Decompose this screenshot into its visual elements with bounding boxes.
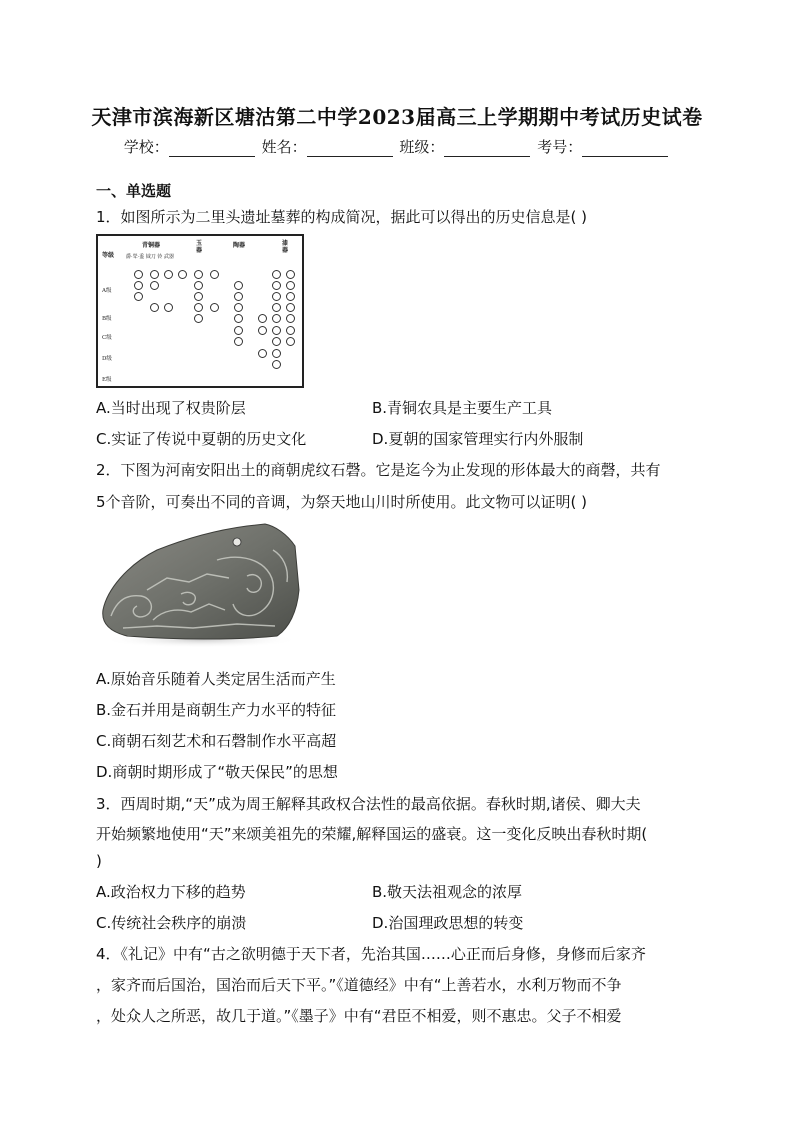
- fig-circle-mark: [194, 314, 203, 323]
- fig-row-c: C级: [102, 335, 112, 341]
- q3-stem-line3: ): [96, 852, 102, 870]
- fig-circle-mark: [272, 270, 281, 279]
- fig-circle-mark: [234, 337, 243, 346]
- q1-option-b[interactable]: B.青铜农具是主要生产工具: [372, 399, 553, 417]
- fig-header-jade: 玉器: [196, 240, 203, 254]
- fig-header-lacquer: 漆器: [282, 240, 289, 254]
- fig-header-pottery: 陶器: [233, 242, 246, 249]
- fig-circle-mark: [286, 281, 295, 290]
- q3-option-b[interactable]: B.敬天法祖观念的浓厚: [372, 883, 523, 901]
- name-label: 姓名：: [261, 138, 307, 156]
- fig-circle-mark: [234, 314, 243, 323]
- fig-row-e: E级: [102, 377, 112, 383]
- fig-circle-mark: [234, 292, 243, 301]
- q3-option-a[interactable]: A.政治权力下移的趋势: [96, 883, 246, 901]
- fig-circle-mark: [258, 314, 267, 323]
- name-blank[interactable]: [307, 142, 393, 157]
- q4-line2: ，家齐而后国治，国治而后天下平。”《道德经》中有“上善若水，水利万物而不争: [96, 976, 622, 994]
- q2-stem-line1: 2．下图为河南安阳出土的商朝虎纹石磬。它是迄今为止发现的形体最大的商磬，共有: [96, 461, 661, 479]
- fig-circle-mark: [164, 303, 173, 312]
- fig-circle-mark: [272, 337, 281, 346]
- school-blank[interactable]: [169, 142, 255, 157]
- fig-circle-mark: [134, 292, 143, 301]
- fig-circle-mark: [150, 281, 159, 290]
- fig-circle-mark: [150, 270, 159, 279]
- fig-circle-mark: [286, 270, 295, 279]
- exam-title: 天津市滨海新区塘沽第二中学2023届高三上学期期中考试历史试卷: [91, 105, 703, 129]
- fig-circle-mark: [194, 303, 203, 312]
- school-label: 学校：: [123, 138, 169, 156]
- fig-subheaders: 爵·斝·盉 钺刀 铃 武器: [126, 254, 174, 260]
- q2-option-b[interactable]: B.金石并用是商朝生产力水平的特征: [96, 701, 337, 719]
- fig-circle-mark: [194, 270, 203, 279]
- fig-circle-mark: [134, 270, 143, 279]
- fig-circle-mark: [272, 314, 281, 323]
- fig-circle-mark: [286, 326, 295, 335]
- q3-stem-line2: 开始频繁地使用“天”来颂美祖先的荣耀,解释国运的盛衰。这一变化反映出春秋时期(: [96, 825, 648, 843]
- q2-option-a[interactable]: A.原始音乐随着人类定居生活而产生: [96, 670, 336, 688]
- q1-option-a[interactable]: A.当时出现了权贵阶层: [96, 399, 246, 417]
- fig-circle-mark: [178, 270, 187, 279]
- fig-circle-mark: [272, 281, 281, 290]
- fig-row-a: A级: [102, 288, 112, 294]
- fig-circle-mark: [286, 314, 295, 323]
- q2-option-d[interactable]: D.商朝时期形成了“敬天保民”的思想: [96, 763, 338, 781]
- fig-header-grade: 等级: [102, 252, 115, 259]
- q2-stem-line2: 5个音阶，可奏出不同的音调，为祭天地山川时所使用。此文物可以证明( ): [96, 493, 588, 511]
- fig-circle-mark: [234, 281, 243, 290]
- q3-option-d[interactable]: D.治国理政思想的转变: [372, 914, 524, 932]
- q1-option-c[interactable]: C.实证了传说中夏朝的历史文化: [96, 430, 307, 448]
- q1-option-d[interactable]: D.夏朝的国家管理实行内外服制: [372, 430, 584, 448]
- fig-circle-mark: [194, 292, 203, 301]
- fig-row-b: B级: [102, 316, 112, 322]
- fig-circle-mark: [234, 303, 243, 312]
- fig-circle-mark: [210, 270, 219, 279]
- q3-option-c[interactable]: C.传统社会秩序的崩溃: [96, 914, 247, 932]
- stone-chime-image: [97, 520, 301, 648]
- fig-circle-mark: [272, 326, 281, 335]
- number-blank[interactable]: [582, 142, 668, 157]
- fig-circle-mark: [150, 303, 159, 312]
- fig-circle-mark: [164, 270, 173, 279]
- fig-circle-mark: [272, 292, 281, 301]
- fig-circle-mark: [210, 303, 219, 312]
- fig-circle-mark: [272, 349, 281, 358]
- student-info-row: [0, 136, 794, 157]
- fig-circle-mark: [134, 281, 143, 290]
- fig-circle-mark: [234, 326, 243, 335]
- q1-stem: 1．如图所示为二里头遗址墓葬的构成简况，据此可以得出的历史信息是( ): [96, 208, 588, 226]
- q1-tomb-figure: [96, 234, 304, 388]
- number-label: 考号：: [537, 138, 583, 156]
- fig-row-d: D级: [102, 356, 112, 362]
- fig-circle-mark: [286, 337, 295, 346]
- fig-circle-mark: [272, 360, 281, 369]
- class-blank[interactable]: [444, 142, 530, 157]
- fig-circle-mark: [272, 303, 281, 312]
- class-label: 班级：: [399, 138, 445, 156]
- section-heading: 一、单选题: [96, 182, 172, 200]
- fig-circle-mark: [194, 281, 203, 290]
- q3-stem-line1: 3．西周时期,“天”成为周王解释其政权合法性的最高依据。春秋时期,诸侯、卿大夫: [96, 795, 641, 813]
- fig-header-bronze: 青铜器: [142, 242, 161, 249]
- fig-circle-mark: [286, 292, 295, 301]
- q4-line1: 4．《礼记》中有“古之欲明德于天下者，先治其国……心正而后身修，身修而后家齐: [96, 945, 646, 963]
- fig-circle-mark: [258, 349, 267, 358]
- fig-circle-mark: [286, 303, 295, 312]
- fig-circle-mark: [258, 326, 267, 335]
- q4-line3: ，处众人之所恶，故几于道。”《墨子》中有“君臣不相爱，则不惠忠。父子不相爱: [96, 1007, 622, 1025]
- q2-option-c[interactable]: C.商朝石刻艺术和石磬制作水平高超: [96, 732, 337, 750]
